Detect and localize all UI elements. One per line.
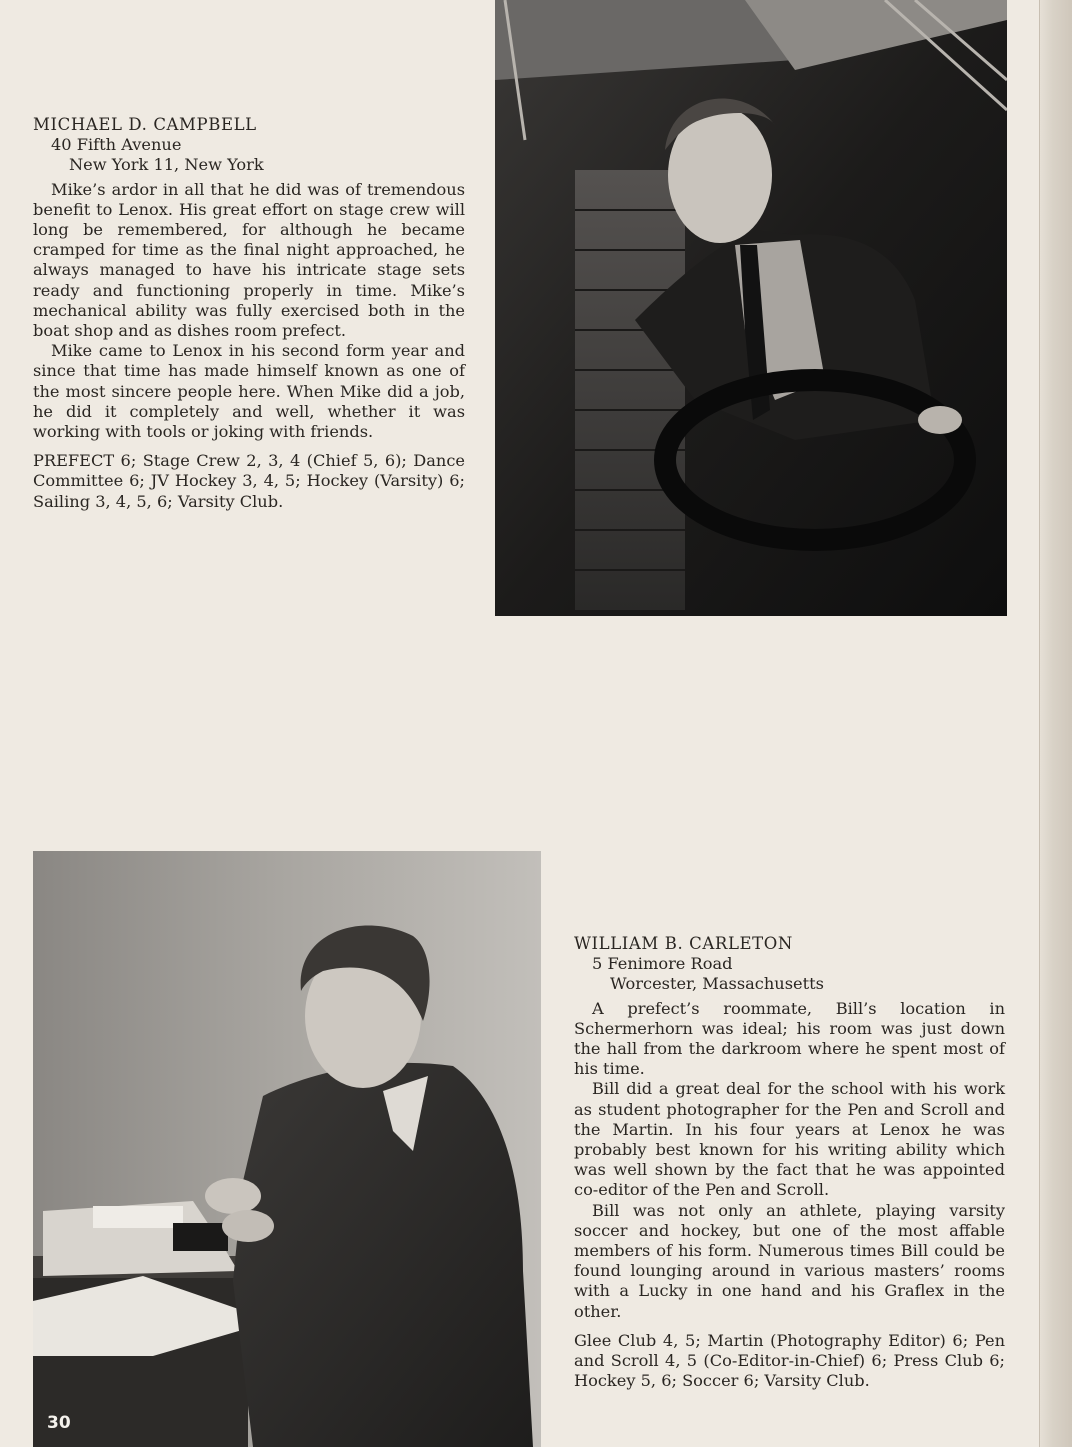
bio-paragraph: A prefect’s roommate, Bill’s location in Schermerhorn was ideal; his room was just down the hall from the darkroom where he spent most of his time. (574, 998, 1005, 1079)
page-number: 30 (47, 1413, 71, 1433)
photo-carleton-image (33, 851, 541, 1447)
bio-paragraph: Bill was not only an athlete, playing varsity soccer and hockey, but one of the most affable members of his form. Numerous times Bill could be found lounging around in various masters’ rooms with a Lucky in one hand and his Graflex in the other. (574, 1200, 1005, 1321)
photo-campbell (495, 0, 1007, 616)
entry-carleton (574, 934, 1005, 1391)
photo-carleton (33, 851, 541, 1447)
biography (574, 999, 1005, 1322)
student-name: WILLIAM B. CARLETON (574, 934, 793, 953)
bio-paragraph: Mike came to Lenox in his second form year and since that time has made himself known as one of the most sincere people here. When Mike did a job, he did it completely and well, whether it was working with tools or joking with friends. (33, 341, 465, 442)
bio-paragraph: Mike’s ardor in all that he did was of tremendous benefit to Lenox. His great effort on stage crew will long be remembered, for although he became cramped for time as the final night approached, he always managed to have his intricate stage sets ready and functioning properly in time. Mike’s mechanical ability was fully exercised both in the boat shop and as dishes room prefect. (33, 179, 465, 341)
address-street: 40 Fifth Avenue (51, 135, 182, 155)
address-street: 5 Fenimore Road (592, 954, 733, 974)
student-name: MICHAEL D. CAMPBELL (33, 115, 257, 134)
address-city: New York 11, New York (69, 155, 264, 175)
address-city: Worcester, Massachusetts (610, 974, 824, 994)
entry-campbell (33, 115, 465, 512)
activities-list: PREFECT 6; Stage Crew 2, 3, 4 (Chief 5, 6); Dance Committee 6; JV Hockey 3, 4, 5; Hockey (Varsity) 6; Sailing 3, 4, 5, 6; Varsity Club. (33, 451, 465, 511)
biography (33, 180, 465, 443)
bio-paragraph: Bill did a great deal for the school with his work as student photographer for the Pen and Scroll and the Martin. In his four years at Lenox he was probably best known for his writing ability which was well shown by the fact that he was appointed co-editor of the Pen and Scroll. (574, 1079, 1005, 1200)
page-gutter (1039, 0, 1072, 1447)
activities-list: Glee Club 4, 5; Martin (Photography Editor) 6; Pen and Scroll 4, 5 (Co-Editor-in-Chief) 6; Press Club 6; Hockey 5, 6; Soccer 6; Varsity Club. (574, 1330, 1005, 1391)
photo-campbell-image (495, 0, 1007, 616)
